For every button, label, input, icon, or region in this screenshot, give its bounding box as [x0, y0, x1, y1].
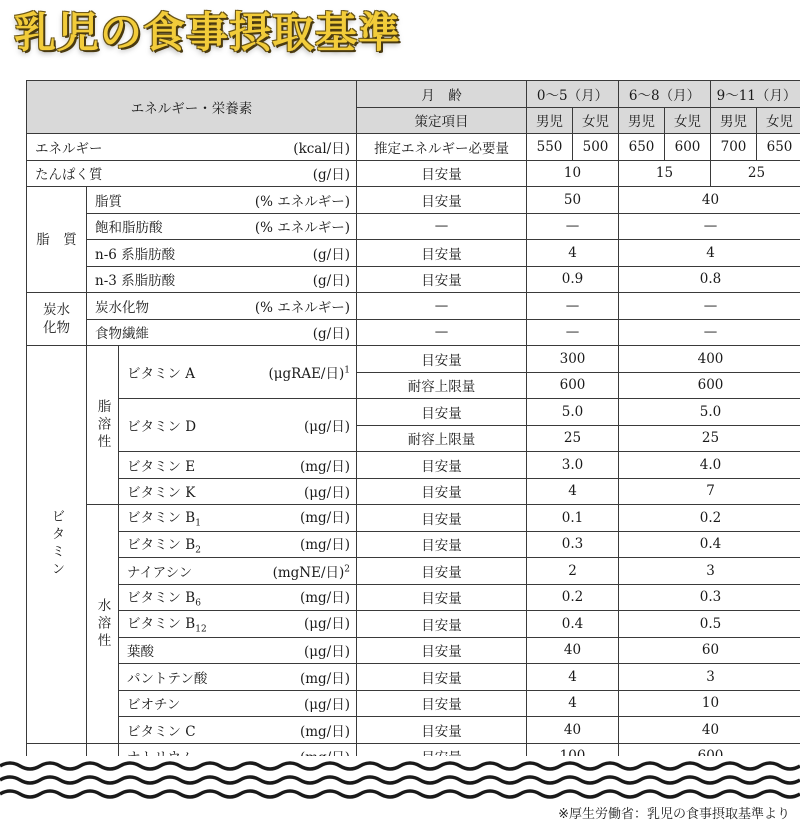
- nutrient-name-cell: [119, 717, 357, 744]
- value-6-11: —: [619, 293, 800, 320]
- nutrient-unit-text: (μgRAE/日): [268, 366, 345, 382]
- energy-value: 500: [573, 134, 619, 161]
- nutrient-name: [127, 455, 195, 475]
- nutrient-name-cell: [119, 452, 357, 479]
- value-0-5: 0.1: [527, 505, 619, 532]
- nutrient-name-cell: [87, 187, 357, 214]
- value-item: 目安量: [357, 690, 527, 717]
- nutrient-name-cell: [119, 558, 357, 585]
- value-0-5: 600: [527, 372, 619, 399]
- value-item: 目安量: [357, 240, 527, 267]
- nutrient-name-text: ナトリウム: [127, 750, 195, 767]
- fat-soluble-category-text: 脂溶性: [94, 398, 111, 452]
- nutrient-name: [95, 322, 149, 342]
- value-item: 目安量: [357, 399, 527, 426]
- nutrient-unit: [304, 693, 352, 713]
- nutrient-name-cell: [119, 584, 357, 611]
- table-row: [27, 346, 800, 373]
- nutrient-unit: [300, 455, 352, 475]
- protein-value: 15: [619, 160, 711, 187]
- nutrient-unit: [300, 720, 352, 740]
- value-item: —: [357, 319, 527, 346]
- nutrient-name-text: ビタミン B: [127, 616, 196, 633]
- value-item: 目安量: [357, 611, 527, 638]
- nutrient-unit-text: (g/日): [312, 246, 350, 263]
- value-6-11: —: [619, 213, 800, 240]
- energy-unit: (kcal/日): [293, 140, 350, 157]
- nutrient-name: [127, 693, 180, 713]
- boy-header: 男児: [619, 107, 665, 134]
- nutrient-name-text: ナイアシン: [127, 564, 193, 581]
- intake-table: [26, 80, 800, 770]
- value-0-5: 4: [527, 690, 619, 717]
- age-0-5-header: 0～5（月）: [527, 81, 619, 108]
- value-item: 目安量: [357, 478, 527, 505]
- value-item: 目安量: [357, 584, 527, 611]
- age-9-11-header: 9～11（月）: [711, 81, 800, 108]
- nutrient-name-cell: [87, 319, 357, 346]
- value-0-5: —: [527, 293, 619, 320]
- nutrient-unit: [300, 506, 352, 526]
- value-item: 目安量: [357, 346, 527, 373]
- value-item: 目安量: [357, 717, 527, 744]
- table-row: [27, 664, 800, 691]
- value-item: 目安量: [357, 266, 527, 293]
- nutrient-name: [95, 190, 122, 210]
- value-6-11: 4.0: [619, 452, 800, 479]
- nutrient-unit-text: (mg/日): [299, 750, 350, 767]
- value-item: 目安量: [357, 743, 527, 770]
- nutrient-unit-text: (μg/日): [304, 485, 350, 502]
- nutrient-name: [127, 561, 192, 581]
- value-6-11: 0.4: [619, 531, 800, 558]
- nutrient-name: [127, 667, 207, 687]
- nutrient-name-cell: [119, 611, 357, 638]
- nutrient-name-text: 食物繊維: [95, 326, 149, 343]
- fat-soluble-category: [87, 346, 119, 505]
- nutrient-name-cell: [119, 690, 357, 717]
- nutrient-unit-text: (% エネルギー): [254, 299, 350, 316]
- nutrient-subscript: 1: [195, 519, 201, 530]
- value-item: 目安量: [357, 452, 527, 479]
- nutrient-unit: [304, 415, 352, 435]
- value-item: 目安量: [357, 664, 527, 691]
- value-6-11: 600: [619, 372, 800, 399]
- value-0-5: 5.0: [527, 399, 619, 426]
- value-6-11: 3: [619, 558, 800, 585]
- nutrient-unit: [304, 612, 352, 632]
- table-row: [27, 584, 800, 611]
- value-6-11: 40: [619, 187, 800, 214]
- nutrient-unit: [313, 269, 352, 289]
- water-soluble-category-text: 水溶性: [94, 597, 111, 650]
- protein-value: 25: [711, 160, 800, 187]
- nutrient-name: [95, 296, 149, 316]
- nutrient-name: [127, 640, 154, 660]
- nutrient-name-cell: [119, 399, 357, 452]
- nutrient-name: [95, 243, 175, 263]
- nutrient-name-cell: [119, 346, 357, 399]
- value-item: 目安量: [357, 531, 527, 558]
- nutrient-unit: [255, 296, 352, 316]
- protein-label: [27, 160, 357, 187]
- value-item: 耐容上限量: [357, 372, 527, 399]
- nutrient-name-text: ビタミン A: [127, 366, 196, 382]
- table-row: [27, 399, 800, 426]
- nutrient-unit: [300, 586, 352, 606]
- age-6-8-header: 6～8（月）: [619, 81, 711, 108]
- protein-value: 10: [527, 160, 619, 187]
- nutrient-name: [127, 481, 195, 501]
- nutrient-unit: [300, 533, 352, 553]
- value-0-5: 40: [527, 637, 619, 664]
- nutrient-name: [127, 415, 196, 435]
- value-0-5: 2: [527, 558, 619, 585]
- nutrient-name: [95, 269, 175, 289]
- nutrient-unit-text: (mg/日): [299, 723, 350, 740]
- value-0-5: 4: [527, 664, 619, 691]
- value-6-11: 7: [619, 478, 800, 505]
- value-0-5: 0.9: [527, 266, 619, 293]
- protein-name: たんぱく質: [35, 167, 103, 184]
- energy-value: 650: [619, 134, 665, 161]
- nutrient-unit: [313, 243, 352, 263]
- nutrient-name-cell: [119, 664, 357, 691]
- nutrient-name: [127, 362, 195, 382]
- lipid-category-text: 脂 質: [36, 231, 77, 248]
- nutrient-header: エネルギー・栄養素: [27, 81, 357, 134]
- nutrient-name-text: ビタミン B: [127, 536, 196, 553]
- nutrient-unit-text: (% エネルギー): [254, 193, 350, 210]
- boy-header: 男児: [711, 107, 757, 134]
- nutrient-name-cell: [119, 531, 357, 558]
- girl-header: 女児: [665, 107, 711, 134]
- table-row: [27, 558, 800, 585]
- table-row: [27, 319, 800, 346]
- table-row: [27, 637, 800, 664]
- nutrient-name-cell: [87, 266, 357, 293]
- table-row: [27, 240, 800, 267]
- protein-unit: (g/日): [312, 167, 350, 184]
- boy-header: 男児: [527, 107, 573, 134]
- nutrient-name-text: ビタミン B: [127, 589, 196, 606]
- carb-category: [27, 293, 87, 346]
- carb-category-line: 化物: [43, 320, 70, 336]
- nutrient-unit: [313, 322, 352, 342]
- value-6-11: 0.8: [619, 266, 800, 293]
- value-6-11: 0.2: [619, 505, 800, 532]
- source-footnote: ※厚生労働省：乳児の食事摂取基準より: [558, 807, 790, 822]
- nutrient-name-cell: [87, 213, 357, 240]
- girl-header: 女児: [573, 107, 619, 134]
- nutrient-unit-text: (% エネルギー): [254, 220, 350, 237]
- energy-value: 700: [711, 134, 757, 161]
- value-6-11: 60: [619, 637, 800, 664]
- value-6-11: 4: [619, 240, 800, 267]
- nutrient-name-text: ビタミン C: [127, 723, 196, 740]
- nutrient-name-text: 飽和脂肪酸: [95, 220, 163, 237]
- nutrient-unit-text: (mg/日): [299, 589, 350, 606]
- table-row: [27, 213, 800, 240]
- value-0-5: 50: [527, 187, 619, 214]
- table-row: [27, 611, 800, 638]
- value-item: —: [357, 293, 527, 320]
- value-6-11: 5.0: [619, 399, 800, 426]
- value-0-5: 4: [527, 240, 619, 267]
- nutrient-name-cell: [119, 478, 357, 505]
- value-0-5: 40: [527, 717, 619, 744]
- footnote-marker: 2: [344, 564, 350, 575]
- value-6-11: 25: [619, 425, 800, 452]
- nutrient-unit-text: (mg/日): [299, 458, 350, 475]
- value-6-11: 10: [619, 690, 800, 717]
- nutrient-unit-text: (g/日): [312, 326, 350, 343]
- nutrient-name-text: 炭水化物: [95, 299, 149, 316]
- table-row: [27, 266, 800, 293]
- value-0-5: 300: [527, 346, 619, 373]
- value-6-11: 400: [619, 346, 800, 373]
- table-row: [27, 717, 800, 744]
- nutrient-name-text: n-3 系脂肪酸: [95, 273, 176, 290]
- value-item: 目安量: [357, 187, 527, 214]
- nutrient-name: [127, 586, 201, 609]
- page-title: 乳児の食事摂取基準: [14, 8, 402, 57]
- nutrient-name-text: 葉酸: [127, 644, 154, 661]
- nutrient-subscript: 6: [195, 598, 201, 609]
- value-6-11: 0.5: [619, 611, 800, 638]
- nutrient-name: [127, 506, 201, 529]
- value-6-11: 0.3: [619, 584, 800, 611]
- nutrient-name-text: パントテン酸: [127, 670, 208, 687]
- nutrient-unit: [300, 667, 352, 687]
- value-item: 目安量: [357, 637, 527, 664]
- carb-category-line: 炭水: [43, 302, 70, 318]
- nutrient-unit-text: (μg/日): [304, 697, 350, 714]
- protein-item: 目安量: [357, 160, 527, 187]
- value-0-5: 0.4: [527, 611, 619, 638]
- nutrient-unit-text: (μg/日): [304, 616, 350, 633]
- nutrient-name-text: ビタミン K: [127, 485, 196, 502]
- value-0-5: —: [527, 213, 619, 240]
- nutrient-name-cell: [87, 240, 357, 267]
- value-0-5: —: [527, 319, 619, 346]
- water-soluble-category: [87, 505, 119, 744]
- energy-value: 550: [527, 134, 573, 161]
- nutrient-unit-text: (mgNE/日): [272, 564, 345, 581]
- header-row-1: [27, 81, 800, 108]
- energy-row: [27, 134, 800, 161]
- nutrient-unit: [304, 640, 352, 660]
- vitamin-category-text: ビタミン: [48, 509, 65, 580]
- lipid-category: [27, 187, 87, 293]
- nutrient-name-text: n-6 系脂肪酸: [95, 246, 176, 263]
- nutrient-unit: [268, 362, 352, 382]
- nutrient-name: [95, 216, 163, 236]
- energy-value: 600: [665, 134, 711, 161]
- item-header: 策定項目: [357, 107, 527, 134]
- nutrient-name-text: 脂質: [95, 193, 122, 210]
- table-row: [27, 452, 800, 479]
- table-row: [27, 505, 800, 532]
- energy-name: エネルギー: [35, 140, 103, 157]
- value-item: 目安量: [357, 558, 527, 585]
- value-item: 目安量: [357, 505, 527, 532]
- value-6-11: 3: [619, 664, 800, 691]
- value-0-5: 4: [527, 478, 619, 505]
- girl-header: 女児: [757, 107, 800, 134]
- nutrient-unit: [255, 190, 352, 210]
- nutrient-unit-text: (μg/日): [304, 419, 350, 435]
- nutrient-name-cell: [87, 293, 357, 320]
- nutrient-subscript: 2: [195, 545, 201, 556]
- nutrient-subscript: 12: [195, 625, 207, 636]
- table-row: [27, 293, 800, 320]
- value-item: 耐容上限量: [357, 425, 527, 452]
- nutrient-unit: [304, 481, 352, 501]
- value-0-5: 3.0: [527, 452, 619, 479]
- nutrient-name-text: ビタミン E: [127, 458, 196, 475]
- nutrient-unit-text: (mg/日): [299, 670, 350, 687]
- value-0-5: 100: [527, 743, 619, 770]
- nutrient-unit-text: (μg/日): [304, 644, 350, 661]
- nutrient-unit-text: (mg/日): [299, 536, 350, 553]
- vitamin-category: [27, 346, 87, 744]
- table-row: [27, 531, 800, 558]
- nutrient-unit: [255, 216, 352, 236]
- energy-value: 650: [757, 134, 800, 161]
- protein-row: [27, 160, 800, 187]
- footnote-marker: 1: [344, 365, 350, 376]
- value-0-5: 0.2: [527, 584, 619, 611]
- table-row: [27, 478, 800, 505]
- nutrient-name: [127, 612, 207, 635]
- value-6-11: —: [619, 319, 800, 346]
- value-6-11: 40: [619, 717, 800, 744]
- energy-label: [27, 134, 357, 161]
- nutrient-name-text: ビオチン: [127, 697, 181, 714]
- nutrient-name: [127, 720, 196, 740]
- value-item: —: [357, 213, 527, 240]
- table-row: [27, 690, 800, 717]
- nutrient-unit-text: (g/日): [312, 273, 350, 290]
- value-6-11: 600: [619, 743, 800, 770]
- energy-item: 推定エネルギー必要量: [357, 134, 527, 161]
- value-0-5: 25: [527, 425, 619, 452]
- month-header: 月 齢: [357, 81, 527, 108]
- nutrient-unit-text: (mg/日): [299, 510, 350, 527]
- value-0-5: 0.3: [527, 531, 619, 558]
- nutrient-name-text: ビタミン B: [127, 510, 196, 527]
- table-row: [27, 187, 800, 214]
- nutrient-unit: [273, 561, 352, 581]
- nutrient-name-cell: [119, 505, 357, 532]
- nutrient-name: [127, 533, 201, 556]
- nutrient-name-cell: [119, 637, 357, 664]
- nutrient-name-text: ビタミン D: [127, 419, 197, 435]
